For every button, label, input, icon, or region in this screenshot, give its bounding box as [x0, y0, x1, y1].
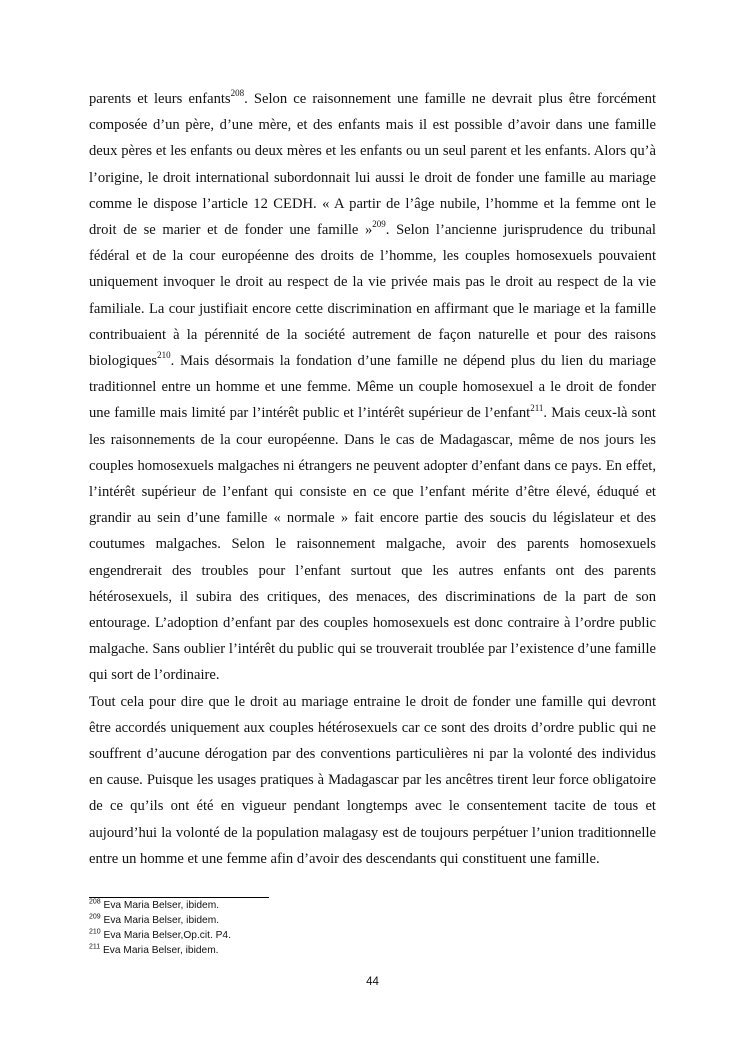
footnote-number: 209 [89, 913, 101, 921]
footnote-208 [89, 899, 489, 913]
paragraph-2: Tout cela pour dire que le droit au mariage entraine le droit de fonder une famille qui devront être accordés uniquement aux couples hétérosexuels car ce sont des droits d’ordre public qui ne souffrent d’aucune dérogation par des conventions particulières ni par la volonté des individus en cause. Puisque les usages pratiques à Madagascar par les ancêtres tirent leur force obligatoire de ce qu’ils ont été en vigueur pendant longtemps avec le consentement tacite de tous et aujourd’hui la volonté de la population malagasy est de toujours perpétuer l’union traditionnelle entre un homme et une femme afin d’avoir des descendants qui constituent une famille. [89, 693, 656, 867]
footnote-separator [89, 897, 269, 898]
footnote-ref-208[interactable]: 208 [230, 88, 245, 99]
footnote-210 [89, 929, 489, 943]
paragraph-1: parents et leurs enfants$^{208}$. Selon ce raisonnement une famille ne devrait plus être forcément composée d’un père, d’une mère, et des enfants mais il est possible d’avoir dans une famille deux pères et les enfants ou deux mères et les enfants ou un seul parent et les enfants. Alors qu’à l’origine, le droit international subordonnait lui aussi le droit de fonder une famille au mariage comme le dispose l’article 12 CEDH. « A partir de l’âge nubile, l’homme et la femme ont le droit de se marier et de fonder une famille »$^{209}$. Selon l’ancienne jurisprudence du tribunal fédéral et de la cour européenne des droits de l’homme, les couples homosexuels pouvaient uniquement invoquer le droit au respect de la vie privée mais pas le droit au respect de la vie familiale. La cour justifiait encore cette discrimination en affirmant que le mariage et la famille contribuaient à la pérennité de la société autrement de façon naturelle et pour des raisons biologiques$^{210}$. Mais désormais la fondation d’une famille ne dépend plus du lien du mariage traditionnel entre un homme et une femme. Même un couple homosexuel a le droit de fonder une famille mais limité par l’intérêt public et l’intérêt supérieur de l’enfant$^{211}$. Mais ceux-là sont les raisonnements de la cour européenne. Dans le cas de Madagascar, même de nos jours les couples homosexuels malgaches ni étrangers ne peuvent adopter d’enfant dans ce pays. En effet, l’intérêt supérieur de l’enfant qui consiste en ce que l’enfant mérite d’être élevé, éduqué et grandir au sein d’une famille « normale » fait encore partie des soucis du législateur et des coutumes malgaches. Selon le raisonnement malgache, avoir des parents homosexuels engendrerait des troubles pour l’enfant surtout que les autres enfants ont des parents hétérosexuels, il subira des critiques, des menaces, des discriminations de la part de son entourage. L’adoption d’enfant par des couples homosexuels est donc contraire à l’ordre public malgache. Sans oublier l’intérêt du public qui se trouverait troublée par l’existence d’une famille qui sort de l’ordinaire. [89, 88, 656, 684]
footnote-text: Eva Maria Belser, ibidem. [100, 945, 219, 956]
footnote-number: 210 [89, 928, 101, 936]
footnote-text: Eva Maria Belser,Op.cit. P4. [100, 930, 231, 941]
footnote-number: 211 [89, 943, 101, 951]
footnote-ref-209[interactable]: 209 [372, 219, 386, 230]
footnote-ref-211[interactable]: 211 [530, 402, 544, 413]
footnote-text: Eva Maria Belser, ibidem. [100, 915, 220, 926]
footnote-209 [89, 914, 489, 928]
footnote-211 [89, 944, 489, 958]
body-text [89, 86, 656, 872]
footnote-number: 208 [89, 898, 101, 906]
footnote-ref-210[interactable]: 210 [157, 350, 171, 361]
page-number: 44 [366, 976, 379, 988]
footnote-text: Eva Maria Belser, ibidem. [100, 900, 220, 911]
